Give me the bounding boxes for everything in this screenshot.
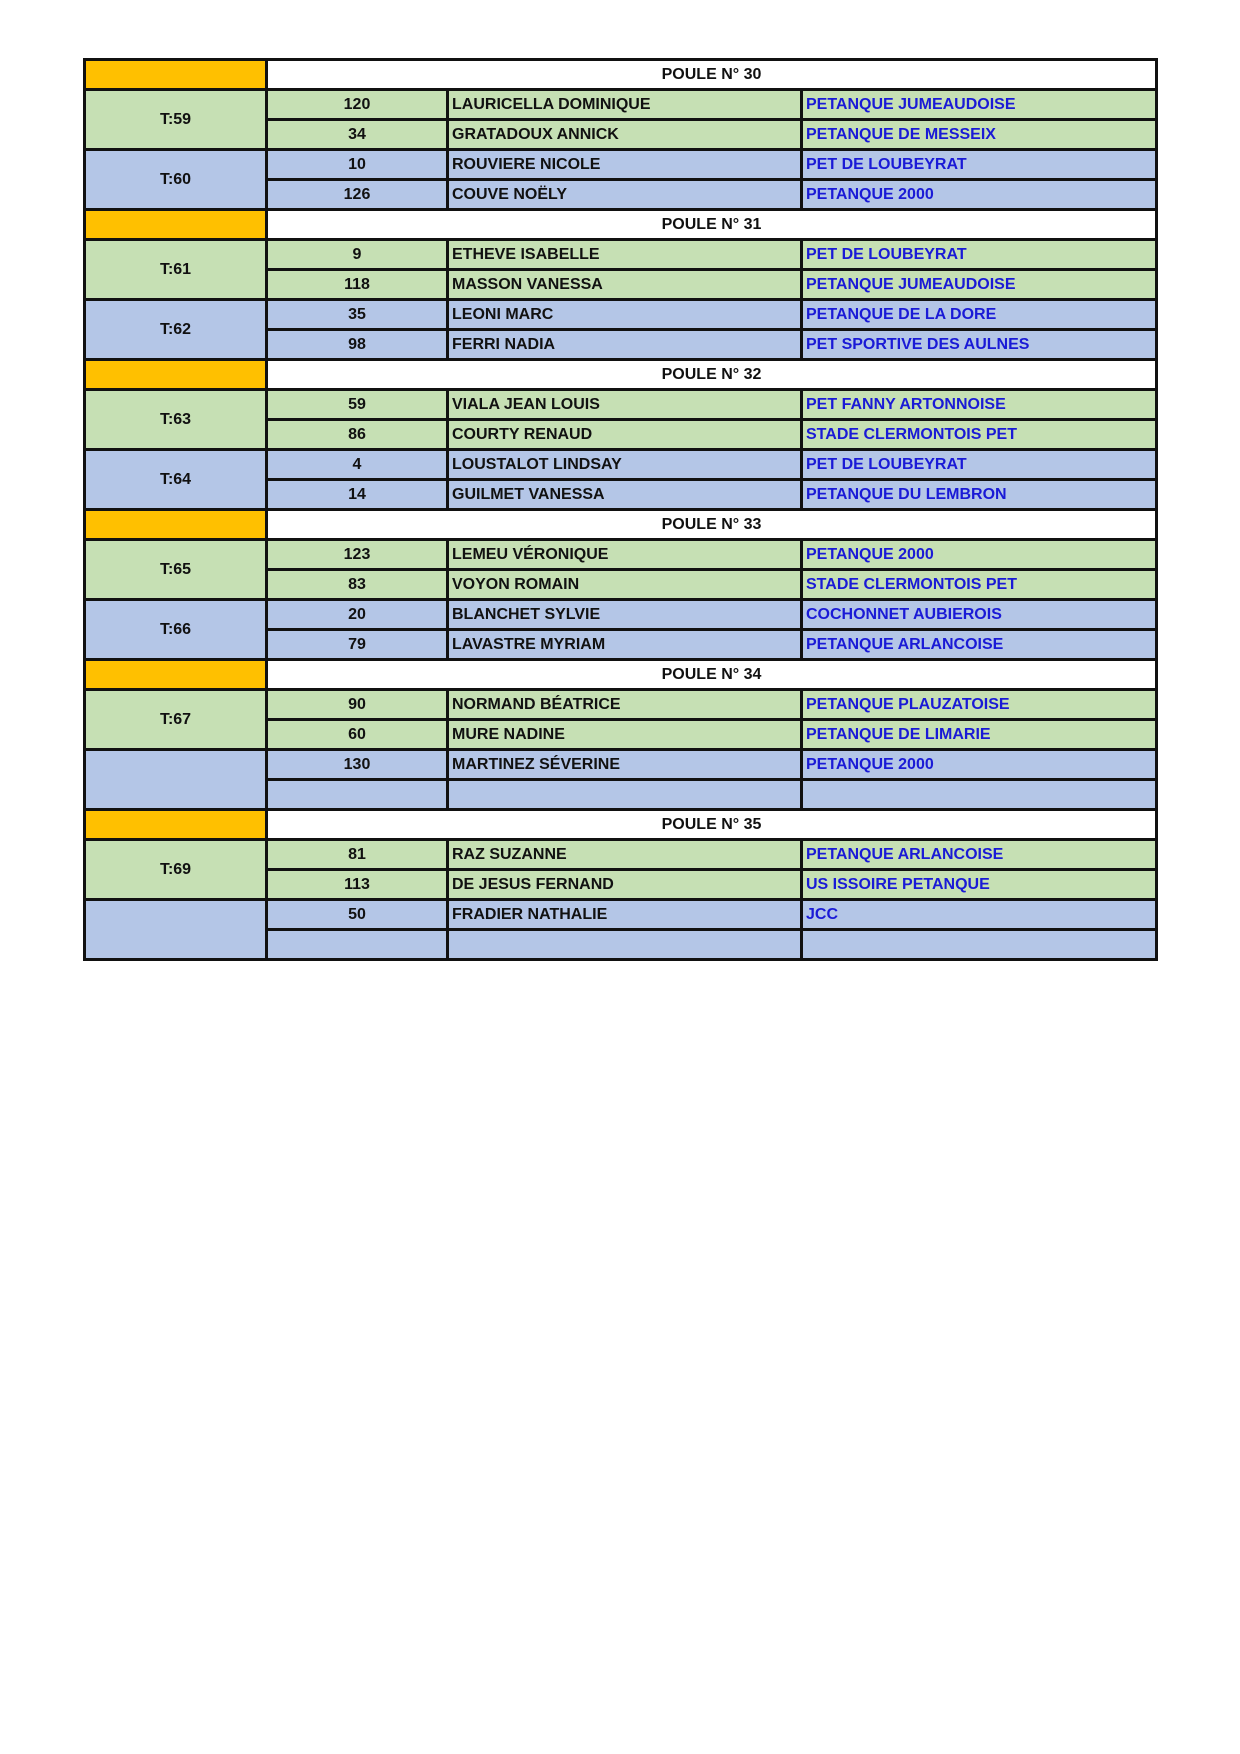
player-club: PET DE LOUBEYRAT <box>802 450 1157 480</box>
poule-header-row <box>85 510 1157 540</box>
poule-header-row <box>85 360 1157 390</box>
player-number: 4 <box>267 450 448 480</box>
table-assignment: T:60 <box>85 150 267 210</box>
player-row <box>85 150 1157 180</box>
table-assignment: T:62 <box>85 300 267 360</box>
player-number: 20 <box>267 600 448 630</box>
player-club: PETANQUE 2000 <box>802 180 1157 210</box>
poule-title: POULE N° 34 <box>267 660 1157 690</box>
player-name: DE JESUS FERNAND <box>448 870 802 900</box>
player-row <box>85 540 1157 570</box>
player-club: PETANQUE PLAUZATOISE <box>802 690 1157 720</box>
player-number <box>267 930 448 960</box>
player-club <box>802 780 1157 810</box>
player-club: PETANQUE JUMEAUDOISE <box>802 270 1157 300</box>
poule-color-swatch <box>85 210 267 240</box>
poule-header-row <box>85 60 1157 90</box>
player-name: LOUSTALOT LINDSAY <box>448 450 802 480</box>
player-number: 126 <box>267 180 448 210</box>
player-name: MURE NADINE <box>448 720 802 750</box>
player-row <box>85 840 1157 870</box>
player-club: PETANQUE JUMEAUDOISE <box>802 90 1157 120</box>
player-name: ETHEVE ISABELLE <box>448 240 802 270</box>
player-row <box>85 450 1157 480</box>
player-name: COURTY RENAUD <box>448 420 802 450</box>
player-row <box>85 690 1157 720</box>
player-number <box>267 780 448 810</box>
player-club: COCHONNET AUBIEROIS <box>802 600 1157 630</box>
poule-color-swatch <box>85 60 267 90</box>
player-number: 79 <box>267 630 448 660</box>
player-number: 90 <box>267 690 448 720</box>
poule-title: POULE N° 30 <box>267 60 1157 90</box>
player-club: PETANQUE DE LIMARIE <box>802 720 1157 750</box>
player-row <box>85 900 1157 930</box>
table-assignment: T:63 <box>85 390 267 450</box>
player-number: 83 <box>267 570 448 600</box>
table-assignment: T:59 <box>85 90 267 150</box>
player-club: STADE CLERMONTOIS PET <box>802 570 1157 600</box>
player-row <box>85 750 1157 780</box>
table-assignment: T:64 <box>85 450 267 510</box>
player-number: 60 <box>267 720 448 750</box>
player-number: 120 <box>267 90 448 120</box>
poule-title: POULE N° 35 <box>267 810 1157 840</box>
player-number: 113 <box>267 870 448 900</box>
player-name: GUILMET VANESSA <box>448 480 802 510</box>
player-number: 81 <box>267 840 448 870</box>
player-number: 14 <box>267 480 448 510</box>
table-assignment <box>85 900 267 960</box>
player-name: VIALA JEAN LOUIS <box>448 390 802 420</box>
player-club <box>802 930 1157 960</box>
table-assignment: T:61 <box>85 240 267 300</box>
player-club: PETANQUE ARLANCOISE <box>802 630 1157 660</box>
player-number: 34 <box>267 120 448 150</box>
player-name: MASSON VANESSA <box>448 270 802 300</box>
player-name: LAVASTRE MYRIAM <box>448 630 802 660</box>
player-name: FERRI NADIA <box>448 330 802 360</box>
player-name: RAZ SUZANNE <box>448 840 802 870</box>
player-name: GRATADOUX ANNICK <box>448 120 802 150</box>
player-row <box>85 300 1157 330</box>
table-assignment: T:69 <box>85 840 267 900</box>
player-number: 59 <box>267 390 448 420</box>
player-number: 86 <box>267 420 448 450</box>
poule-header-row <box>85 810 1157 840</box>
player-club: PET DE LOUBEYRAT <box>802 150 1157 180</box>
poule-header-row <box>85 660 1157 690</box>
poule-title: POULE N° 31 <box>267 210 1157 240</box>
player-club: PETANQUE DE MESSEIX <box>802 120 1157 150</box>
player-club: PETANQUE 2000 <box>802 750 1157 780</box>
poule-header-row <box>85 210 1157 240</box>
player-club: PET DE LOUBEYRAT <box>802 240 1157 270</box>
table-assignment: T:66 <box>85 600 267 660</box>
poule-table-body <box>85 60 1157 960</box>
player-club: PETANQUE 2000 <box>802 540 1157 570</box>
player-name: LEMEU VÉRONIQUE <box>448 540 802 570</box>
table-assignment <box>85 750 267 810</box>
poule-color-swatch <box>85 510 267 540</box>
player-row <box>85 240 1157 270</box>
player-club: PET FANNY ARTONNOISE <box>802 390 1157 420</box>
poule-title: POULE N° 32 <box>267 360 1157 390</box>
player-club: PET SPORTIVE DES AULNES <box>802 330 1157 360</box>
player-club: STADE CLERMONTOIS PET <box>802 420 1157 450</box>
player-club: JCC <box>802 900 1157 930</box>
player-name: VOYON ROMAIN <box>448 570 802 600</box>
player-row <box>85 600 1157 630</box>
table-assignment: T:67 <box>85 690 267 750</box>
poule-color-swatch <box>85 660 267 690</box>
player-name: LAURICELLA DOMINIQUE <box>448 90 802 120</box>
player-number: 50 <box>267 900 448 930</box>
table-assignment: T:65 <box>85 540 267 600</box>
player-club: US ISSOIRE PETANQUE <box>802 870 1157 900</box>
player-name: ROUVIERE NICOLE <box>448 150 802 180</box>
player-number: 9 <box>267 240 448 270</box>
poule-title: POULE N° 33 <box>267 510 1157 540</box>
player-name <box>448 780 802 810</box>
player-number: 118 <box>267 270 448 300</box>
player-number: 35 <box>267 300 448 330</box>
player-name: NORMAND BÉATRICE <box>448 690 802 720</box>
player-row <box>85 90 1157 120</box>
poule-table <box>83 58 1158 961</box>
player-row <box>85 390 1157 420</box>
player-name: MARTINEZ SÉVERINE <box>448 750 802 780</box>
player-name <box>448 930 802 960</box>
player-number: 10 <box>267 150 448 180</box>
player-name: FRADIER NATHALIE <box>448 900 802 930</box>
poule-color-swatch <box>85 810 267 840</box>
player-number: 130 <box>267 750 448 780</box>
player-number: 98 <box>267 330 448 360</box>
player-name: LEONI MARC <box>448 300 802 330</box>
poule-color-swatch <box>85 360 267 390</box>
player-name: BLANCHET SYLVIE <box>448 600 802 630</box>
player-club: PETANQUE DE LA DORE <box>802 300 1157 330</box>
player-club: PETANQUE DU LEMBRON <box>802 480 1157 510</box>
player-name: COUVE NOËLY <box>448 180 802 210</box>
player-club: PETANQUE ARLANCOISE <box>802 840 1157 870</box>
player-number: 123 <box>267 540 448 570</box>
